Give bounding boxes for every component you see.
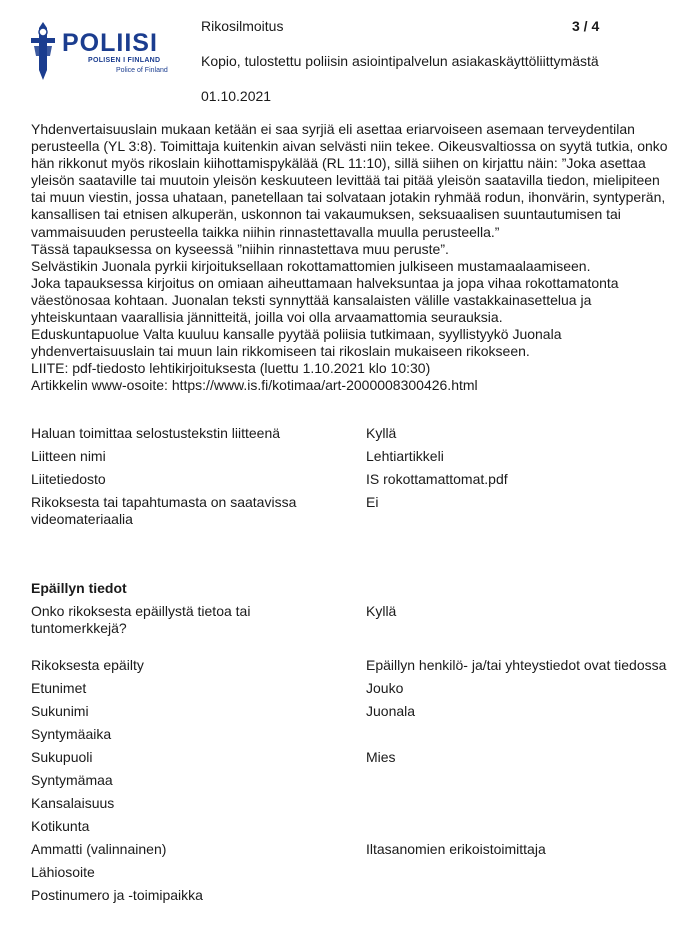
field-value: Jouko xyxy=(366,680,404,696)
field-row xyxy=(31,818,681,841)
field-row xyxy=(31,795,681,818)
field-row xyxy=(31,603,681,637)
sword-emblem-icon xyxy=(28,20,58,82)
field-row xyxy=(31,726,681,749)
field-label: Syntymämaa xyxy=(31,772,113,788)
document-date: 01.10.2021 xyxy=(201,88,272,104)
field-label: Etunimet xyxy=(31,680,87,696)
field-value: Kyllä xyxy=(366,603,397,619)
field-value: Juonala xyxy=(366,703,416,719)
field-row xyxy=(31,749,681,772)
field-row xyxy=(31,680,681,703)
logo-wordmark: POLIISI xyxy=(62,29,158,57)
field-label: Sukunimi xyxy=(31,703,89,719)
field-value xyxy=(366,818,681,841)
copy-note: Kopio, tulostettu poliisin asiointipalvelun asiakaskäyttöliittymästä xyxy=(201,53,599,69)
field-value: Epäillyn henkilö- ja/tai yhteystiedot ovat tiedossa xyxy=(366,657,667,673)
page-number: 3 / 4 xyxy=(572,18,600,34)
field-value: Ei xyxy=(366,494,379,510)
field-value: Lehtiartikkeli xyxy=(366,448,444,464)
field-value xyxy=(366,726,681,749)
field-value: Iltasanomien erikoistoimittaja xyxy=(366,841,546,857)
field-label: Rikoksesta epäilty xyxy=(31,657,144,673)
field-label: Liitteen nimi xyxy=(31,448,106,464)
field-label: Kotikunta xyxy=(31,818,90,834)
field-value xyxy=(366,864,681,887)
field-row xyxy=(31,425,681,442)
attachment-info xyxy=(31,425,681,528)
field-row xyxy=(31,657,681,680)
field-row xyxy=(31,841,681,864)
field-row xyxy=(31,471,681,488)
logo-subtitle: POLISEN I FINLAND xyxy=(88,57,161,64)
field-row xyxy=(31,703,681,726)
field-value xyxy=(366,887,681,910)
paragraph: Eduskuntapuolue Valta kuuluu kansalle pyytää poliisia tutkimaan, syyllistyykö Juonala yhdenvertaisuuslain tai muun lain rikkomiseen tai rikoslain mukaiseen rikokseen. xyxy=(31,326,562,360)
field-label: Lähiosoite xyxy=(31,864,95,880)
attachment-note: LIITE: pdf-tiedosto lehtikirjoituksesta (luettu 1.10.2021 klo 10:30) xyxy=(31,360,431,377)
field-row xyxy=(31,887,681,910)
section-title-suspect: Epäillyn tiedot xyxy=(31,580,127,596)
suspect-question xyxy=(31,603,681,637)
field-label: Ammatti (valinnainen) xyxy=(31,841,167,857)
field-value: IS rokottamattomat.pdf xyxy=(366,471,508,487)
logo-subtitle-en: Police of Finland xyxy=(116,67,168,74)
paragraph: Yhdenvertaisuuslain mukaan ketään ei saa syrjiä eli asettaa eriarvoiseen asemaan terveydentilan perusteella (YL 3:8). Toimittaja kuitenkin aivan selvästi niin tekee. Oikeusvaltiossa on syytä tutkia, onko hän rikkonut myös rikoslain kiihottamispykälää (RL 11:10), sillä siihen on kirjattu näin: ”Joka asettaa yleisön saataville tai muutoin yleisön keskuuteen levittää tai pitää yleisön saatavilla tiedon, mielipiteen tai muun viestin, jossa uhataan, panetellaan tai solvataan jotakin ryhmää rodun, ihonvärin, syntyperän, kansallisen tai etnisen alkuperän, uskonnon tai vakaumuksen, seksuaalisen suuntautumisen tai vammaisuuden perusteella taikka niihin rinnastettavalla muulla perusteella.” xyxy=(31,121,668,240)
field-label: Haluan toimittaa selostustekstin liitteenä xyxy=(31,425,281,441)
paragraph: Selvästikin Juonala pyrkii kirjoituksellaan rokottamattomien julkiseen mustamaalaamiseen. xyxy=(31,257,591,274)
paragraph: Tässä tapauksessa on kyseessä ”niihin rinnastettava muu peruste”. xyxy=(31,240,449,257)
field-label: Onko rikoksesta epäillystä tietoa tai tuntomerkkejä? xyxy=(31,603,251,636)
field-row xyxy=(31,772,681,795)
report-description xyxy=(31,121,671,395)
field-label: Kansalaisuus xyxy=(31,795,115,811)
field-label: Rikoksesta tai tapahtumasta on saatavissa videomateriaalia xyxy=(31,494,297,527)
field-value xyxy=(366,795,681,818)
document-type: Rikosilmoitus xyxy=(201,18,284,34)
field-value: Kyllä xyxy=(366,425,397,441)
police-logo xyxy=(28,20,170,84)
field-label: Postinumero ja -toimipaikka xyxy=(31,887,203,903)
field-label: Sukupuoli xyxy=(31,749,93,765)
field-row xyxy=(31,494,681,528)
paragraph: Joka tapauksessa kirjoitus on omiaan aiheuttamaan halveksuntaa ja jopa vihaa rokottamatonta väestönosaa kohtaan. Juonalan teksti synnyttää kansalaisten välille vastakkainasettelua ja yhteiskuntaan vaarallisia jännitteitä, joilla voi olla arvaamattomia seurauksia. xyxy=(31,274,619,326)
suspect-details xyxy=(31,657,681,910)
field-value: Mies xyxy=(366,749,396,765)
field-label: Syntymäaika xyxy=(31,726,112,742)
field-label: Liitetiedosto xyxy=(31,471,106,487)
field-row xyxy=(31,864,681,887)
field-row xyxy=(31,448,681,465)
field-value xyxy=(366,772,681,795)
article-url: Artikkelin www-osoite: https://www.is.fi/kotimaa/art-2000008300426.html xyxy=(31,377,478,394)
